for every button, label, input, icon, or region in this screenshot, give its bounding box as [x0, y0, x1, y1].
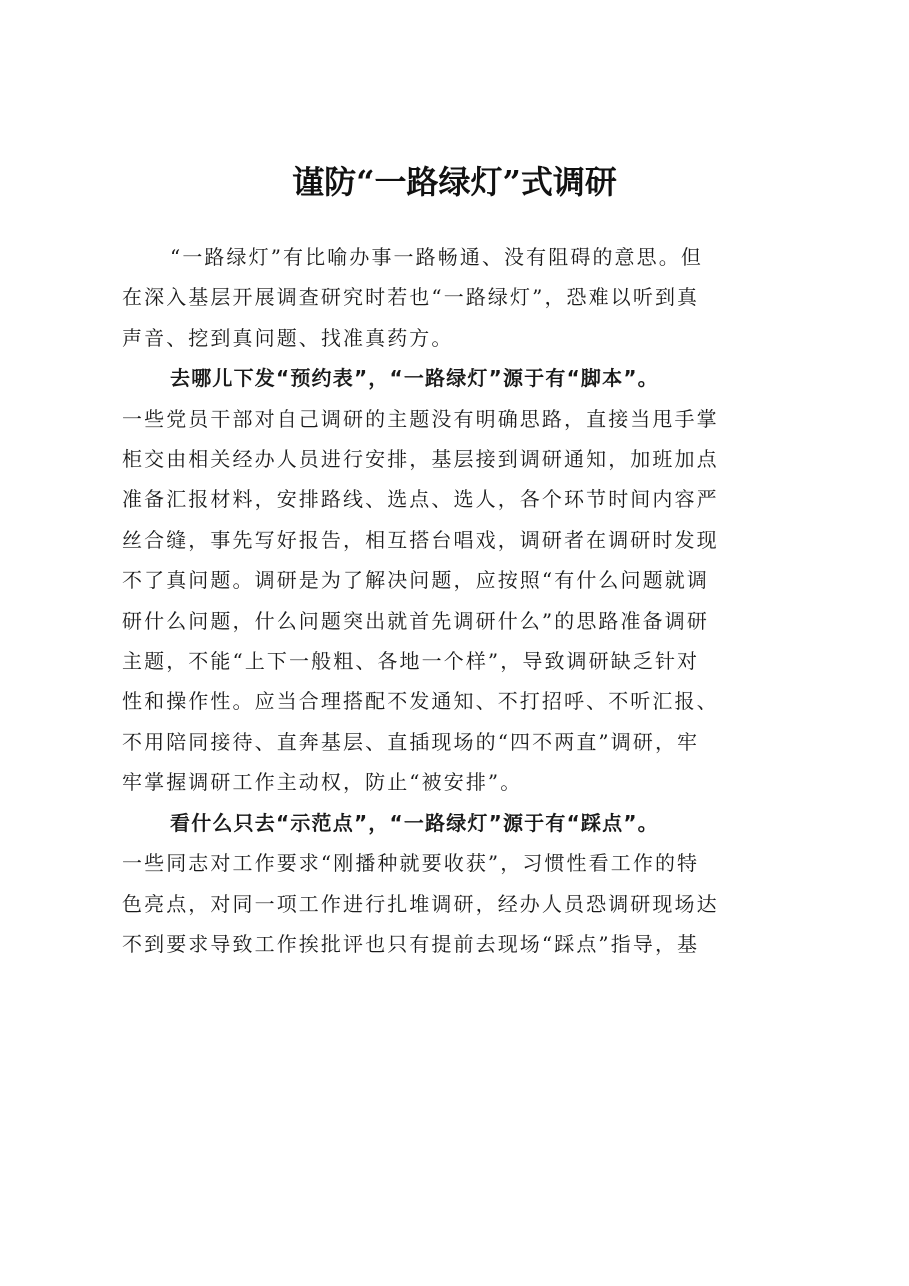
paragraph-section-1 — [122, 358, 794, 802]
text-line: “一路绿灯”有比喻办事一路畅通、没有阻碍的意思。但 — [170, 245, 703, 269]
text-line: 不到要求导致工作挨批评也只有提前去现场“踩点”指导，基 — [122, 931, 700, 956]
text-line: 声音、挖到真问题、找准真药方。 — [122, 325, 454, 350]
text-line: 在深入基层开展调查研究时若也“一路绿灯”，恐难以听到真 — [122, 285, 700, 310]
section-heading: 去哪儿下发“预约表”，“一路绿灯”源于有“脚本”。 — [170, 366, 659, 391]
text-line: 柜交由相关经办人员进行安排，基层接到调研通知，加班加点 — [122, 447, 719, 472]
paragraph-section-2 — [122, 803, 794, 965]
document-title: 谨防“一路绿灯”式调研 — [292, 163, 617, 201]
paragraph-intro — [122, 237, 794, 358]
text-line: 一些党员干部对自己调研的主题没有明确思路，直接当甩手掌 — [122, 406, 719, 431]
text-line: 研什么问题，什么问题突出就首先调研什么”的思路准备调研 — [122, 608, 709, 633]
text-line: 准备汇报材料，安排路线、选点、选人，各个环节时间内容严 — [122, 487, 719, 512]
text-line: 不了真问题。调研是为了解决问题，应按照“有什么问题就调 — [122, 568, 709, 593]
text-line: 牢掌握调研工作主动权，防止“被安排”。 — [122, 770, 523, 795]
text-line: 色亮点，对同一项工作进行扎堆调研，经办人员恐调研现场达 — [122, 891, 719, 916]
text-line: 主题，不能“上下一般粗、各地一个样”，导致调研缺乏针对 — [122, 649, 700, 674]
text-line: 一些同志对工作要求“刚播种就要收获”，习惯性看工作的特 — [122, 851, 700, 876]
section-heading: 看什么只去“示范点”，“一路绿灯”源于有“踩点”。 — [170, 810, 659, 835]
text-line: 丝合缝，事先写好报告，相互搭台唱戏，调研者在调研时发现 — [122, 527, 719, 552]
text-line: 性和操作性。应当合理搭配不发通知、不打招呼、不听汇报、 — [122, 689, 719, 714]
text-line: 不用陪同接待、直奔基层、直插现场的“四不两直”调研，牢 — [122, 729, 700, 754]
document-body — [122, 237, 794, 964]
